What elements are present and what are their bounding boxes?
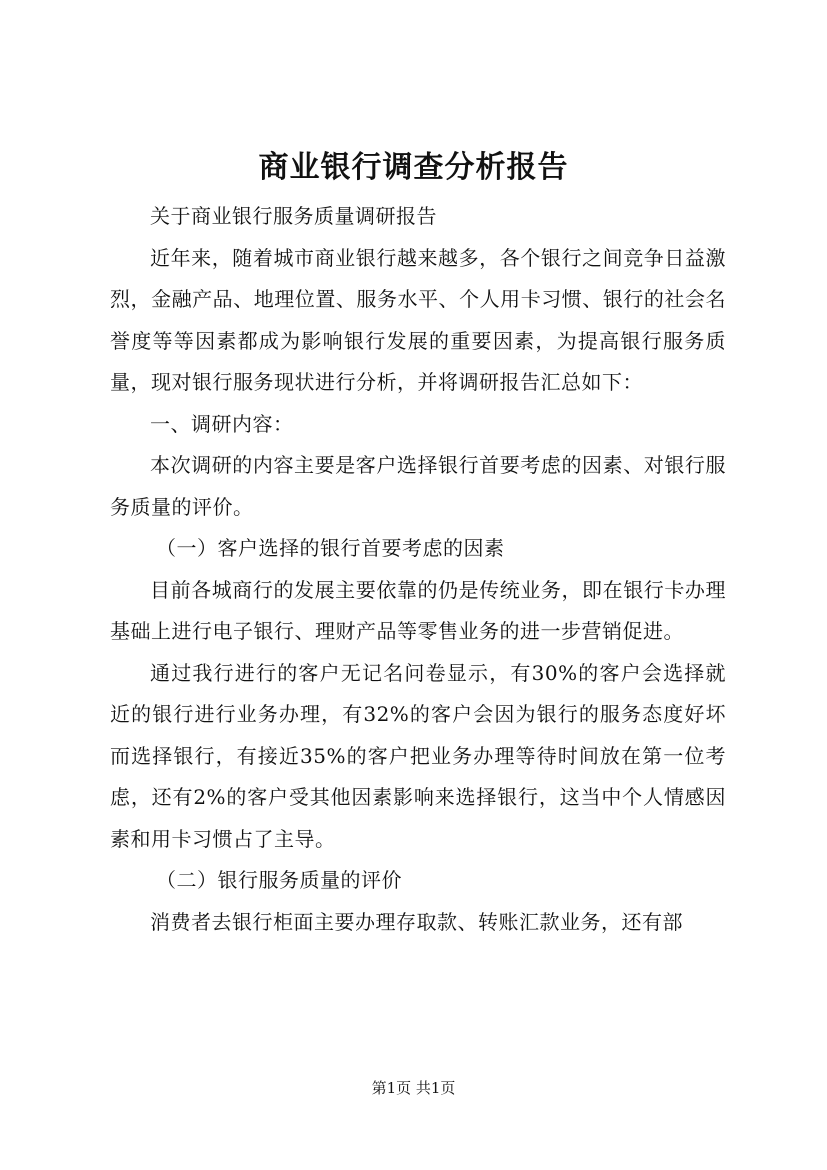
research-content-paragraph: 本次调研的内容主要是客户选择银行首要考虑的因素、对银行服务质量的评价。: [110, 453, 726, 519]
evaluation-paragraph: 消费者去银行柜面主要办理存取款、转账汇款业务，还有部: [150, 909, 683, 934]
section-heading-research-content: 一、调研内容：: [150, 411, 294, 436]
factors-paragraph-1: 目前各城商行的发展主要依靠的仍是传统业务，即在银行卡办理基础上进行电子银行、理财产品等零售业务的进一步营销促进。: [110, 577, 726, 643]
subsection-heading-factors: （一）客户选择的银行首要考虑的因素: [156, 536, 505, 560]
factors-paragraph-2: 通过我行进行的客户无记名问卷显示，有30%的客户会选择就近的银行进行业务办理，有32%的客户会因为银行的服务态度好坏而选择银行，有接近35%的客户把业务办理等待时间放在第一位考虑，还有2%的客户受其他因素影响来选择银行，这当中个人情感因素和用卡习惯占了主导。: [110, 660, 726, 851]
document-body: [110, 196, 726, 943]
document-title: 商业银行调查分析报告: [258, 150, 569, 185]
subsection-heading-evaluation: （二）银行服务质量的评价: [156, 868, 402, 892]
report-subtitle: 关于商业银行服务质量调研报告: [150, 204, 437, 228]
intro-paragraph: 近年来，随着城市商业银行越来越多，各个银行之间竞争日益激烈，金融产品、地理位置、服务水平、个人用卡习惯、银行的社会名誉度等等因素都成为影响银行发展的重要因素，为提高银行服务质量，现对银行服务现状进行分析，并将调研报告汇总如下：: [110, 245, 726, 394]
page-footer: 第1页 共1页: [371, 1079, 456, 1097]
